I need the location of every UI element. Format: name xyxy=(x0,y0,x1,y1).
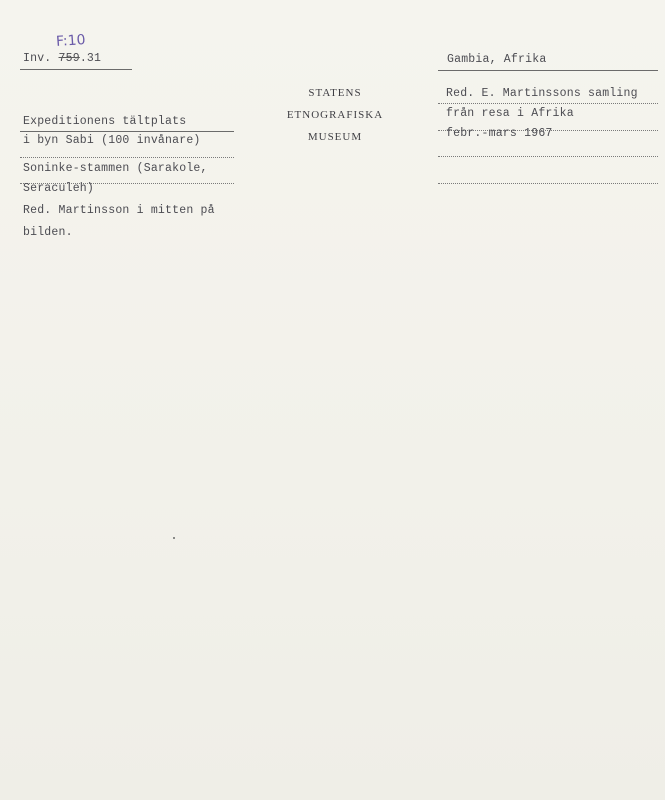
description-left-line-6: bilden. xyxy=(23,226,73,239)
description-left-rule xyxy=(20,131,234,132)
museum-header xyxy=(270,82,400,148)
description-right-dotted-1 xyxy=(438,103,658,104)
description-right-line-3: febr.-mars 1967 xyxy=(446,127,553,140)
description-right-dotted-4 xyxy=(438,183,658,184)
description-left-line-5: Red. Martinsson i mitten på xyxy=(23,204,215,217)
handwritten-inventory-number: F:10 xyxy=(55,31,87,51)
paper-speck xyxy=(173,537,175,539)
museum-line-1: STATENS xyxy=(308,87,362,99)
description-right-line-1: Red. E. Martinssons samling xyxy=(446,87,638,100)
description-right-line-2: från resa i Afrika xyxy=(446,107,574,120)
inventory-line xyxy=(23,52,101,65)
description-left-line-2: i byn Sabi (100 invånare) xyxy=(23,134,201,147)
description-left-line-1: Expeditionens tältplats xyxy=(23,115,187,128)
museum-line-3: MUSEUM xyxy=(307,131,363,143)
description-left-line-3: Soninke-stammen (Sarakole, xyxy=(23,162,208,175)
description-left-dotted-1 xyxy=(20,157,234,158)
inventory-struck-number: 759 xyxy=(58,52,80,65)
inventory-number-suffix: .31 xyxy=(79,52,102,65)
inventory-rule xyxy=(20,69,132,70)
location-rule xyxy=(438,70,658,71)
location-text: Gambia, Afrika xyxy=(447,53,547,66)
museum-line-2: ETNOGRAFISKA xyxy=(286,109,384,121)
description-right-dotted-3 xyxy=(438,156,658,157)
inventory-label: Inv. xyxy=(23,52,52,65)
description-left-line-4: Seraculeh) xyxy=(23,182,95,195)
